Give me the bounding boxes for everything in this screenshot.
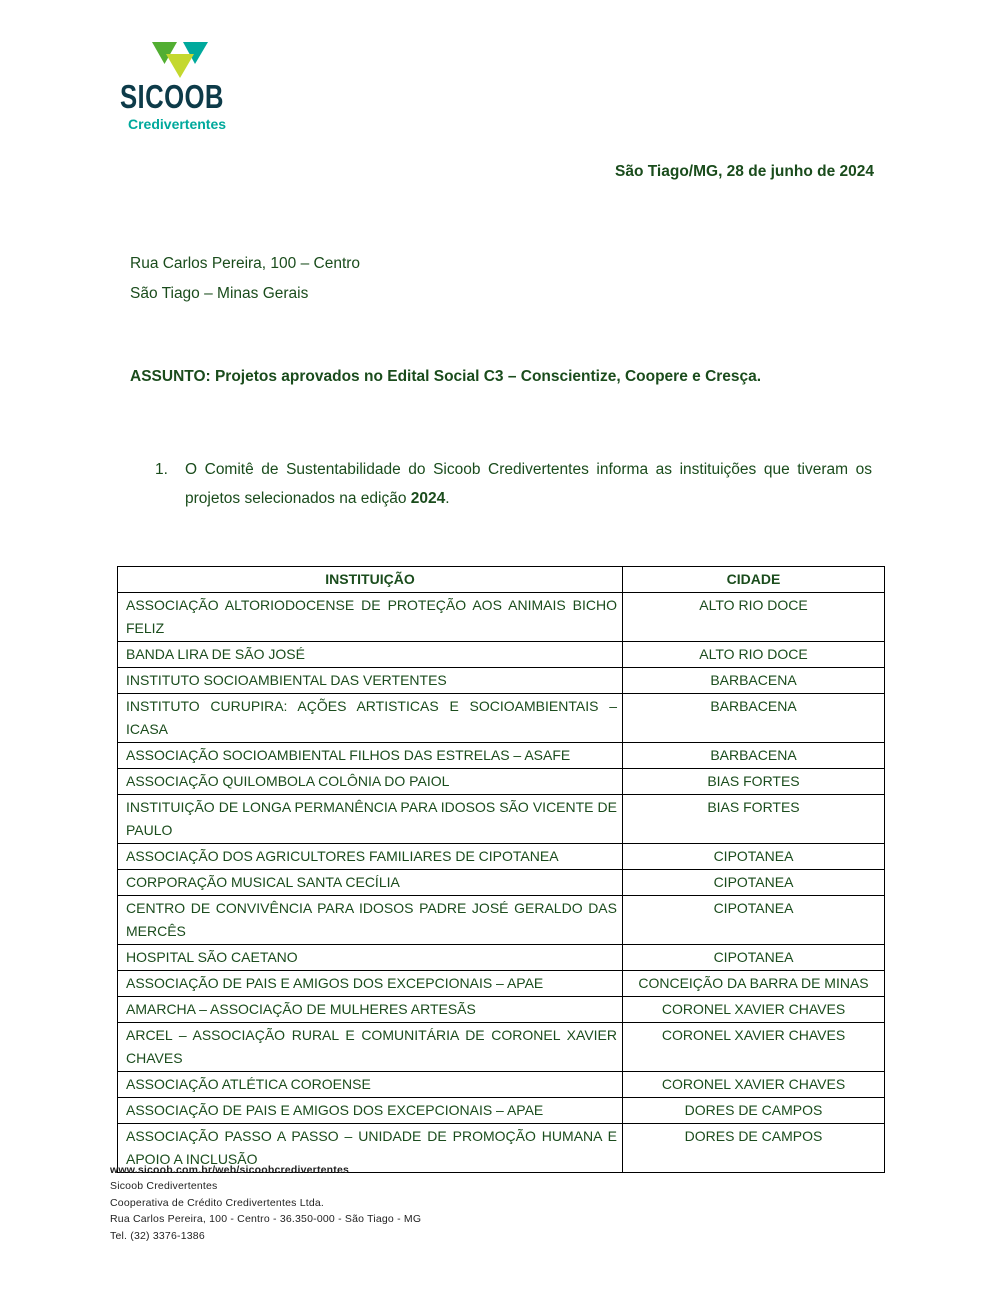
institution-cell: ASSOCIAÇÃO DE PAIS E AMIGOS DOS EXCEPCIONAIS – APAE — [118, 1098, 623, 1124]
city-cell: CIPOTANEA — [623, 945, 885, 971]
paragraph-number: 1. — [155, 461, 168, 478]
address-line-2: São Tiago – Minas Gerais — [130, 285, 309, 302]
institution-cell: ASSOCIAÇÃO DOS AGRICULTORES FAMILIARES DE CIPOTANEA — [118, 844, 623, 870]
city-cell: DORES DE CAMPOS — [623, 1124, 885, 1173]
table-row — [118, 743, 885, 769]
city-cell: BARBACENA — [623, 668, 885, 694]
logo-brand-text: SICOOB — [120, 78, 224, 115]
institution-cell: ASSOCIAÇÃO ATLÉTICA COROENSE — [118, 1072, 623, 1098]
table-row — [118, 642, 885, 668]
table-row — [118, 795, 885, 844]
city-cell: BARBACENA — [623, 694, 885, 743]
footer-line: Rua Carlos Pereira, 100 - Centro - 36.350-000 - São Tiago - MG — [110, 1213, 422, 1226]
institution-cell: ASSOCIAÇÃO ALTORIODOCENSE DE PROTEÇÃO AOS ANIMAIS BICHO FELIZ — [118, 593, 623, 642]
institution-cell: ASSOCIAÇÃO QUILOMBOLA COLÔNIA DO PAIOL — [118, 769, 623, 795]
footer-line: Tel. (32) 3376-1386 — [110, 1229, 205, 1242]
sicoob-logo — [120, 42, 250, 132]
institution-cell: INSTITUTO SOCIOAMBIENTAL DAS VERTENTES — [118, 668, 623, 694]
paragraph-text-suffix: . — [445, 490, 450, 507]
institution-cell: ASSOCIAÇÃO PASSO A PASSO – UNIDADE DE PROMOÇÃO HUMANA E APOIO A INCLUSÃO — [118, 1124, 623, 1173]
city-cell: BIAS FORTES — [623, 795, 885, 844]
city-cell: ALTO RIO DOCE — [623, 593, 885, 642]
header-institution: INSTITUIÇÃO — [118, 567, 623, 593]
city-cell: DORES DE CAMPOS — [623, 1098, 885, 1124]
footer-line: Sicoob Credivertentes — [110, 1180, 218, 1193]
table-row — [118, 1098, 885, 1124]
city-cell: BIAS FORTES — [623, 769, 885, 795]
table-row — [118, 870, 885, 896]
institution-cell: INSTITUTO CURUPIRA: AÇÕES ARTISTICAS E SOCIOAMBIENTAIS – ICASA — [118, 694, 623, 743]
address-block — [130, 249, 360, 309]
table-row — [118, 668, 885, 694]
table-row — [118, 844, 885, 870]
table-row — [118, 694, 885, 743]
institution-cell: HOSPITAL SÃO CAETANO — [118, 945, 623, 971]
header-city: CIDADE — [623, 567, 885, 593]
city-cell: BARBACENA — [623, 743, 885, 769]
sicoob-triangle-icon — [152, 42, 208, 78]
table-row — [118, 1023, 885, 1072]
city-cell: CIPOTANEA — [623, 844, 885, 870]
table-row — [118, 896, 885, 945]
footer-line: Cooperativa de Crédito Credivertentes Ltda. — [110, 1196, 325, 1209]
table-row — [118, 1072, 885, 1098]
footer-lines — [110, 1178, 421, 1244]
table-row — [118, 997, 885, 1023]
city-cell: CORONEL XAVIER CHAVES — [623, 1023, 885, 1072]
logo-subbrand-text: Credivertentes — [128, 116, 227, 132]
institution-cell: CENTRO DE CONVIVÊNCIA PARA IDOSOS PADRE JOSÉ GERALDO DAS MERCÊS — [118, 896, 623, 945]
institution-cell: ARCEL – ASSOCIAÇÃO RURAL E COMUNITÁRIA DE CORONEL XAVIER CHAVES — [118, 1023, 623, 1072]
table-row — [118, 971, 885, 997]
institution-cell: INSTITUIÇÃO DE LONGA PERMANÊNCIA PARA IDOSOS SÃO VICENTE DE PAULO — [118, 795, 623, 844]
paragraph-text — [185, 455, 872, 513]
address-line-1: Rua Carlos Pereira, 100 – Centro — [130, 255, 361, 272]
city-cell: CORONEL XAVIER CHAVES — [623, 997, 885, 1023]
subject-line: ASSUNTO: Projetos aprovados no Edital Social C3 – Conscientize, Coopere e Cresça. — [130, 368, 762, 385]
paragraph-text-main: O Comitê de Sustentabilidade do Sicoob Credivertentes informa as instituições que tiveram os projetos selecionados na edição — [185, 461, 872, 507]
date-line: São Tiago/MG, 28 de junho de 2024 — [615, 163, 874, 180]
footer-block — [110, 1162, 421, 1244]
city-cell: CIPOTANEA — [623, 896, 885, 945]
projects-table — [117, 566, 885, 1173]
table-header-row — [118, 567, 885, 593]
table-row — [118, 945, 885, 971]
footer-website: www.sicoob.com.br/web/sicoobcredivertentes — [110, 1164, 350, 1176]
city-cell: CORONEL XAVIER CHAVES — [623, 1072, 885, 1098]
paragraph-item-1 — [155, 455, 872, 513]
institution-cell: CORPORAÇÃO MUSICAL SANTA CECÍLIA — [118, 870, 623, 896]
institution-cell: ASSOCIAÇÃO DE PAIS E AMIGOS DOS EXCEPCIONAIS – APAE — [118, 971, 623, 997]
table-body — [118, 593, 885, 1173]
institution-cell: ASSOCIAÇÃO SOCIOAMBIENTAL FILHOS DAS ESTRELAS – ASAFE — [118, 743, 623, 769]
city-cell: ALTO RIO DOCE — [623, 642, 885, 668]
institution-cell: BANDA LIRA DE SÃO JOSÉ — [118, 642, 623, 668]
city-cell: CIPOTANEA — [623, 870, 885, 896]
city-cell: CONCEIÇÃO DA BARRA DE MINAS — [623, 971, 885, 997]
institution-cell: AMARCHA – ASSOCIAÇÃO DE MULHERES ARTESÃS — [118, 997, 623, 1023]
table-row — [118, 593, 885, 642]
paragraph-text-bold-year: 2024 — [410, 490, 446, 507]
table-row — [118, 769, 885, 795]
